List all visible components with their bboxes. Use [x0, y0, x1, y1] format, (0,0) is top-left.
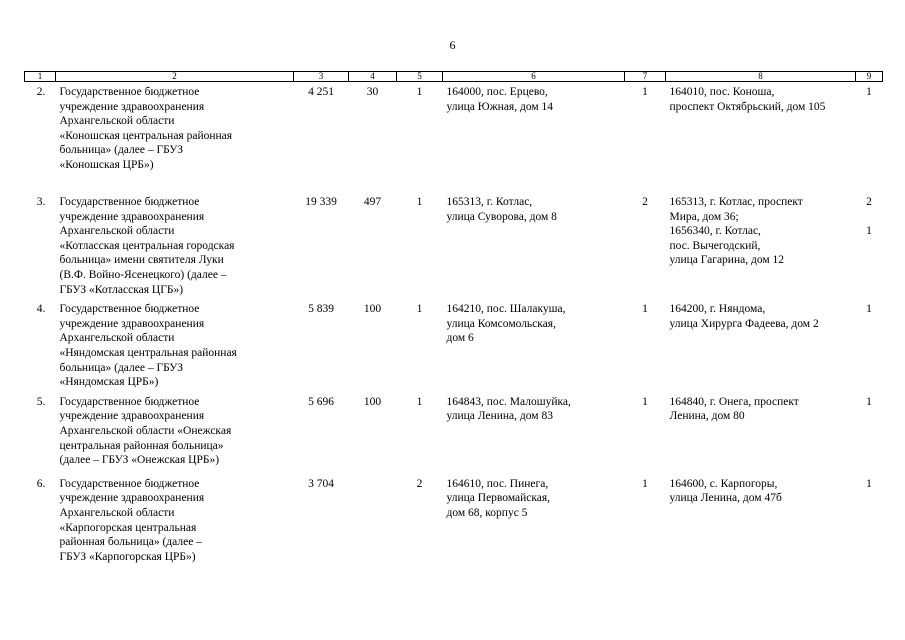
cell-col7: 1	[642, 395, 648, 408]
cell-col7: 2	[642, 196, 648, 208]
page-number: 6	[449, 38, 456, 52]
row-number: 2.	[36, 86, 46, 98]
cell-col5: 2	[416, 477, 423, 490]
header-cell: 2	[56, 72, 294, 82]
cell-col5: 1	[416, 395, 423, 408]
institution-name: Государственное бюджетное учреждение здравоохранения Архангельской области «Няндомская центральная районная больница» (далее – ГБУЗ «Няндомская ЦРБ»)	[59, 303, 237, 389]
header-row	[25, 72, 883, 82]
cell-col9: 1	[866, 477, 872, 490]
cell-col3: 5 839	[308, 303, 334, 316]
institutions-table	[24, 71, 883, 567]
address-col6: 164000, пос. Ерцево, улица Южная, дом 14	[446, 86, 554, 113]
header-cell: 1	[25, 72, 56, 82]
table-row	[25, 299, 883, 392]
address-col8: 164600, с. Карпогоры, улица Ленина, дом 47б	[669, 477, 782, 505]
address-col6: 164210, пос. Шалакуша, улица Комсомольская, дом 6	[446, 303, 566, 345]
cell-col5: 1	[416, 196, 423, 208]
header-cell: 4	[349, 72, 397, 82]
address-col6: 164843, пос. Малошуйка, улица Ленина, дом 83	[446, 395, 571, 423]
row-number: 6.	[36, 477, 46, 490]
cell-col4: 100	[363, 395, 382, 408]
cell-col4: 30	[366, 86, 379, 98]
row-number: 5.	[36, 395, 46, 408]
table-row	[25, 82, 883, 193]
cell-col3: 4 251	[308, 86, 334, 98]
table-row	[25, 392, 883, 474]
cell-col4: 100	[363, 303, 382, 316]
cell-col4	[349, 474, 397, 567]
address-col6: 164610, пос. Пинега, улица Первомайская, дом 68, корпус 5	[446, 477, 551, 519]
address-col8: 164840, г. Онега, проспект Ленина, дом 80	[669, 395, 799, 423]
address-col8: 164010, пос. Коноша, проспект Октябрьский, дом 105	[669, 86, 826, 113]
address-col8: 164200, г. Няндома, улица Хирурга Фадеева, дом 2	[669, 303, 819, 330]
cell-col9: 1	[866, 86, 872, 98]
cell-col5: 1	[416, 303, 423, 316]
cell-col4: 497	[363, 196, 382, 208]
cell-col7: 1	[642, 303, 648, 316]
header-cell: 8	[666, 72, 856, 82]
cell-col5: 1	[416, 86, 423, 98]
address-col8: 165313, г. Котлас, проспект Мира, дом 36; 1656340, г. Котлас, пос. Вычегодский, улица Гагарина, дом 12	[669, 196, 803, 267]
institution-name: Государственное бюджетное учреждение здравоохранения Архангельской области «Коношская центральная районная больница» (далее – ГБУЗ «Коношская ЦРБ»)	[59, 86, 233, 171]
row-number: 3.	[36, 196, 46, 208]
cell-col9: 1	[866, 303, 872, 316]
header-cell: 5	[397, 72, 443, 82]
cell-col7: 1	[642, 86, 648, 98]
cell-col3: 3 704	[308, 477, 334, 490]
header-cell: 9	[856, 72, 883, 82]
header-cell: 7	[625, 72, 666, 82]
cell-col3: 5 696	[308, 395, 334, 408]
institution-name: Государственное бюджетное учреждение здравоохранения Архангельской области «Карпогорская центральная районная больница» (далее – ГБУЗ «Карпогорская ЦРБ»)	[59, 477, 205, 563]
header-cell: 3	[294, 72, 349, 82]
cell-col3: 19 339	[305, 196, 337, 208]
table-row	[25, 192, 883, 299]
cell-col9: 1	[866, 395, 872, 408]
header-cell: 6	[443, 72, 625, 82]
cell-col9: 2 1	[866, 196, 872, 238]
institution-name: Государственное бюджетное учреждение здравоохранения Архангельской области «Котласская центральная городская больница» имени святителя Луки (В.Ф. Войно-Ясенецкого) (далее – ГБУЗ «Котласская ЦГБ»)	[59, 196, 235, 296]
institution-name: Государственное бюджетное учреждение здравоохранения Архангельской области «Онежская центральная районная больница» (далее – ГБУЗ «Онежская ЦРБ»)	[59, 395, 232, 467]
address-col6: 165313, г. Котлас, улица Суворова, дом 8	[446, 196, 557, 223]
row-number: 4.	[36, 303, 46, 316]
cell-col7: 1	[642, 477, 648, 490]
table-row	[25, 474, 883, 567]
